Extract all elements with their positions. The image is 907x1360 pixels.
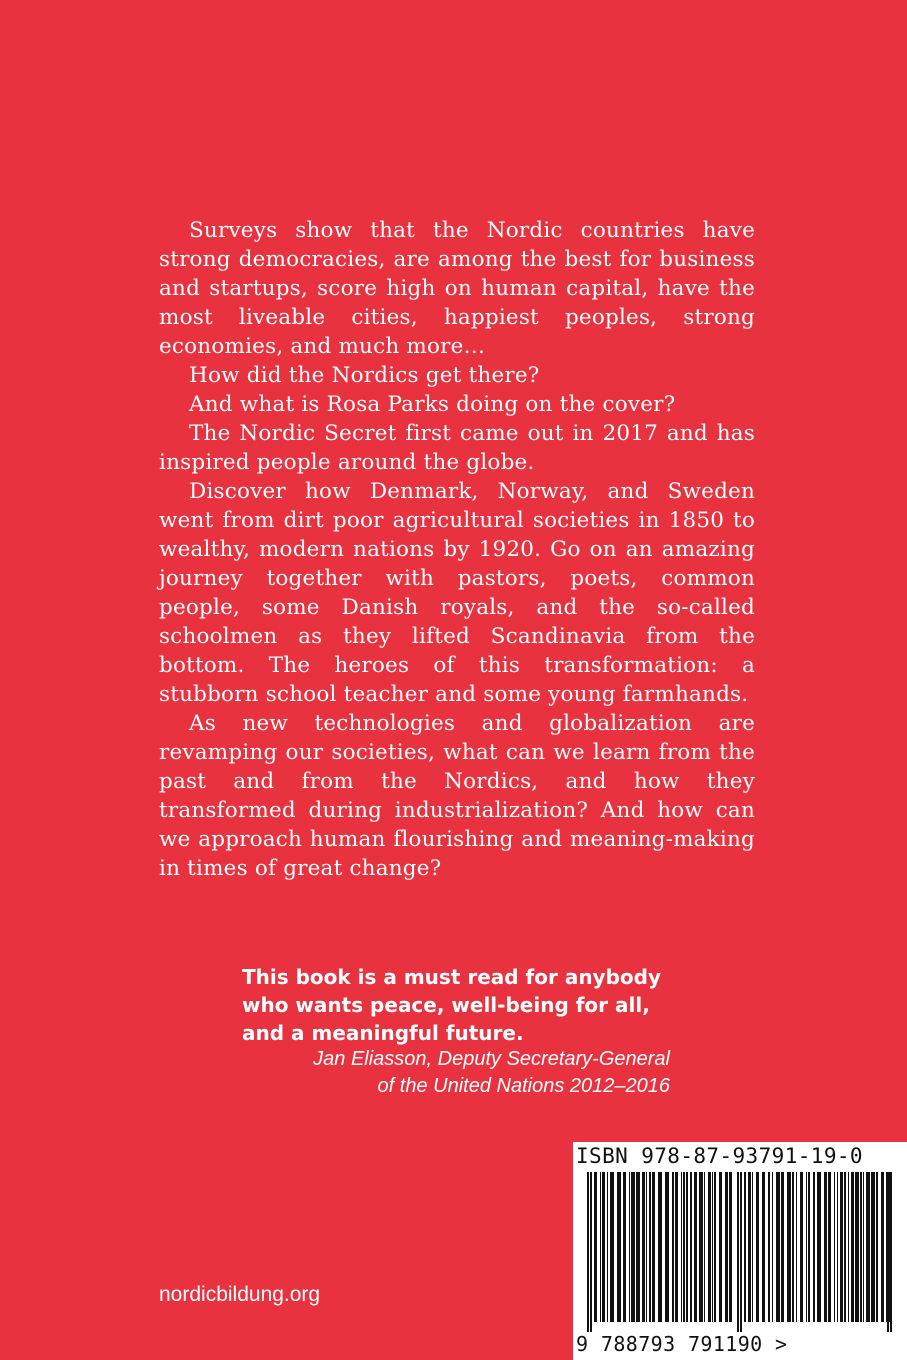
- barcode-bar: [719, 1172, 722, 1322]
- barcode-bar: [851, 1172, 854, 1322]
- barcode-bar: [756, 1172, 759, 1322]
- barcode-bar: [607, 1172, 608, 1322]
- barcode-bar: [863, 1172, 864, 1322]
- barcode-bar: [806, 1172, 807, 1322]
- barcode-bar: [768, 1172, 770, 1322]
- barcode-bar: [752, 1172, 753, 1322]
- barcode-bar: [729, 1172, 732, 1322]
- barcode-bar: [824, 1172, 827, 1322]
- barcode-bar: [681, 1172, 682, 1322]
- barcode-bar: [762, 1172, 765, 1322]
- barcode-bar: [840, 1172, 843, 1322]
- barcode-bar: [886, 1172, 890, 1322]
- blurb-paragraph: The Nordic Secret first came out in 2017 and has inspired people around the globe.: [159, 421, 755, 475]
- barcode-bar: [781, 1172, 784, 1322]
- barcode-bar: [694, 1172, 697, 1322]
- barcode-guard-bar: [890, 1172, 892, 1332]
- blurb-paragraph: How did the Nordics get there?: [189, 363, 540, 388]
- barcode-bar: [636, 1172, 640, 1322]
- barcode-bar: [808, 1172, 810, 1322]
- barcode-bar: [855, 1172, 859, 1322]
- barcode-bar: [631, 1172, 635, 1322]
- barcode-bar: [675, 1172, 678, 1322]
- blurb-paragraph: Surveys show that the Nordic countries have strong democracies, are among the best for business and startups, score high on human capital, have the most liveable cities, happiest peoples, strong economies, and much more…: [159, 218, 755, 359]
- ean-digits: 9 788793 791190 >: [576, 1332, 788, 1356]
- blurb-paragraph: As new technologies and globalization are revamping our societies, what can we learn from the past and from the Nordics, and how they transformed during industrialization? And how can we approach human flourishing and meaning-making in times of great change?: [159, 711, 755, 881]
- barcode-bar: [828, 1172, 831, 1322]
- isbn-barcode: [573, 1142, 907, 1360]
- barcode-bar: [652, 1172, 655, 1322]
- barcode-bar: [744, 1172, 746, 1322]
- barcode-bar: [712, 1172, 713, 1322]
- barcode-bar: [876, 1172, 878, 1322]
- barcode-bar: [800, 1172, 803, 1322]
- barcode-bar: [658, 1172, 662, 1322]
- barcode-bar: [602, 1172, 605, 1322]
- barcode-bar: [813, 1172, 815, 1322]
- barcode-bar: [881, 1172, 884, 1322]
- endorsement-quote: [242, 963, 682, 1047]
- barcode-bar: [866, 1172, 870, 1322]
- barcode-bar: [837, 1172, 838, 1322]
- website-url: nordicbildung.org: [159, 1283, 321, 1306]
- barcode-bar: [844, 1172, 846, 1322]
- barcode-bar: [699, 1172, 703, 1322]
- barcode-guard-bar: [740, 1172, 742, 1332]
- barcode-bar: [725, 1172, 728, 1322]
- barcode-bar: [594, 1172, 597, 1322]
- barcode-bar: [672, 1172, 674, 1322]
- barcode-bar: [776, 1172, 780, 1322]
- barcode-bar: [642, 1172, 645, 1322]
- barcode-bar: [683, 1172, 685, 1322]
- barcode-bar: [600, 1172, 601, 1322]
- barcode-bar: [817, 1172, 821, 1322]
- barcode-bar: [665, 1172, 669, 1322]
- barcode-bar: [690, 1172, 692, 1322]
- barcode-bar: [787, 1172, 791, 1322]
- barcode-bar: [629, 1172, 630, 1322]
- attribution-line-1: Jan Eliasson, Deputy Secretary-General: [313, 1048, 670, 1070]
- barcode-bar: [772, 1172, 773, 1322]
- barcode-bar: [848, 1172, 849, 1322]
- blurb-paragraph: Discover how Denmark, Norway, and Sweden went from dirt poor agricultural societies in 1850 to wealthy, modern nations by 1920. Go on an amazing journey together with pastors, poets, common people, some Danish royals, and the so-called schoolmen as they lifted Scandinavia from the bottom. The heroes of this transformation: a stubborn school teacher and some young farmhands.: [159, 479, 755, 707]
- barcode-bar: [623, 1172, 626, 1322]
- barcode-bar: [860, 1172, 862, 1322]
- barcode-bar: [708, 1172, 711, 1322]
- barcode-bars-icon: [573, 1172, 907, 1332]
- barcode-bar: [704, 1172, 705, 1322]
- barcode-bar: [649, 1172, 651, 1322]
- isbn-label: ISBN 978-87-93791-19-0: [576, 1144, 863, 1168]
- blurb-text: [159, 216, 755, 883]
- barcode-bar: [686, 1172, 688, 1322]
- quote-text: This book is a must read for anybody who wants peace, well-being for all, and a meaningful future.: [242, 965, 662, 1045]
- barcode-bar: [871, 1172, 875, 1322]
- barcode-bar: [748, 1172, 751, 1322]
- barcode-guard-bar: [590, 1172, 592, 1332]
- quote-attribution: [242, 1046, 670, 1100]
- attribution-line-2: of the United Nations 2012–2016: [377, 1075, 670, 1097]
- barcode-bar: [714, 1172, 716, 1322]
- barcode-guard-bar: [587, 1172, 589, 1332]
- barcode-bar: [834, 1172, 835, 1322]
- barcode-bar: [617, 1172, 621, 1322]
- barcode-bar: [610, 1172, 614, 1322]
- blurb-paragraph: And what is Rosa Parks doing on the cover?: [189, 392, 676, 417]
- barcode-guard-bar: [737, 1172, 739, 1332]
- barcode-bar: [796, 1172, 797, 1322]
- barcode-bar: [646, 1172, 647, 1322]
- barcode-bar: [792, 1172, 794, 1322]
